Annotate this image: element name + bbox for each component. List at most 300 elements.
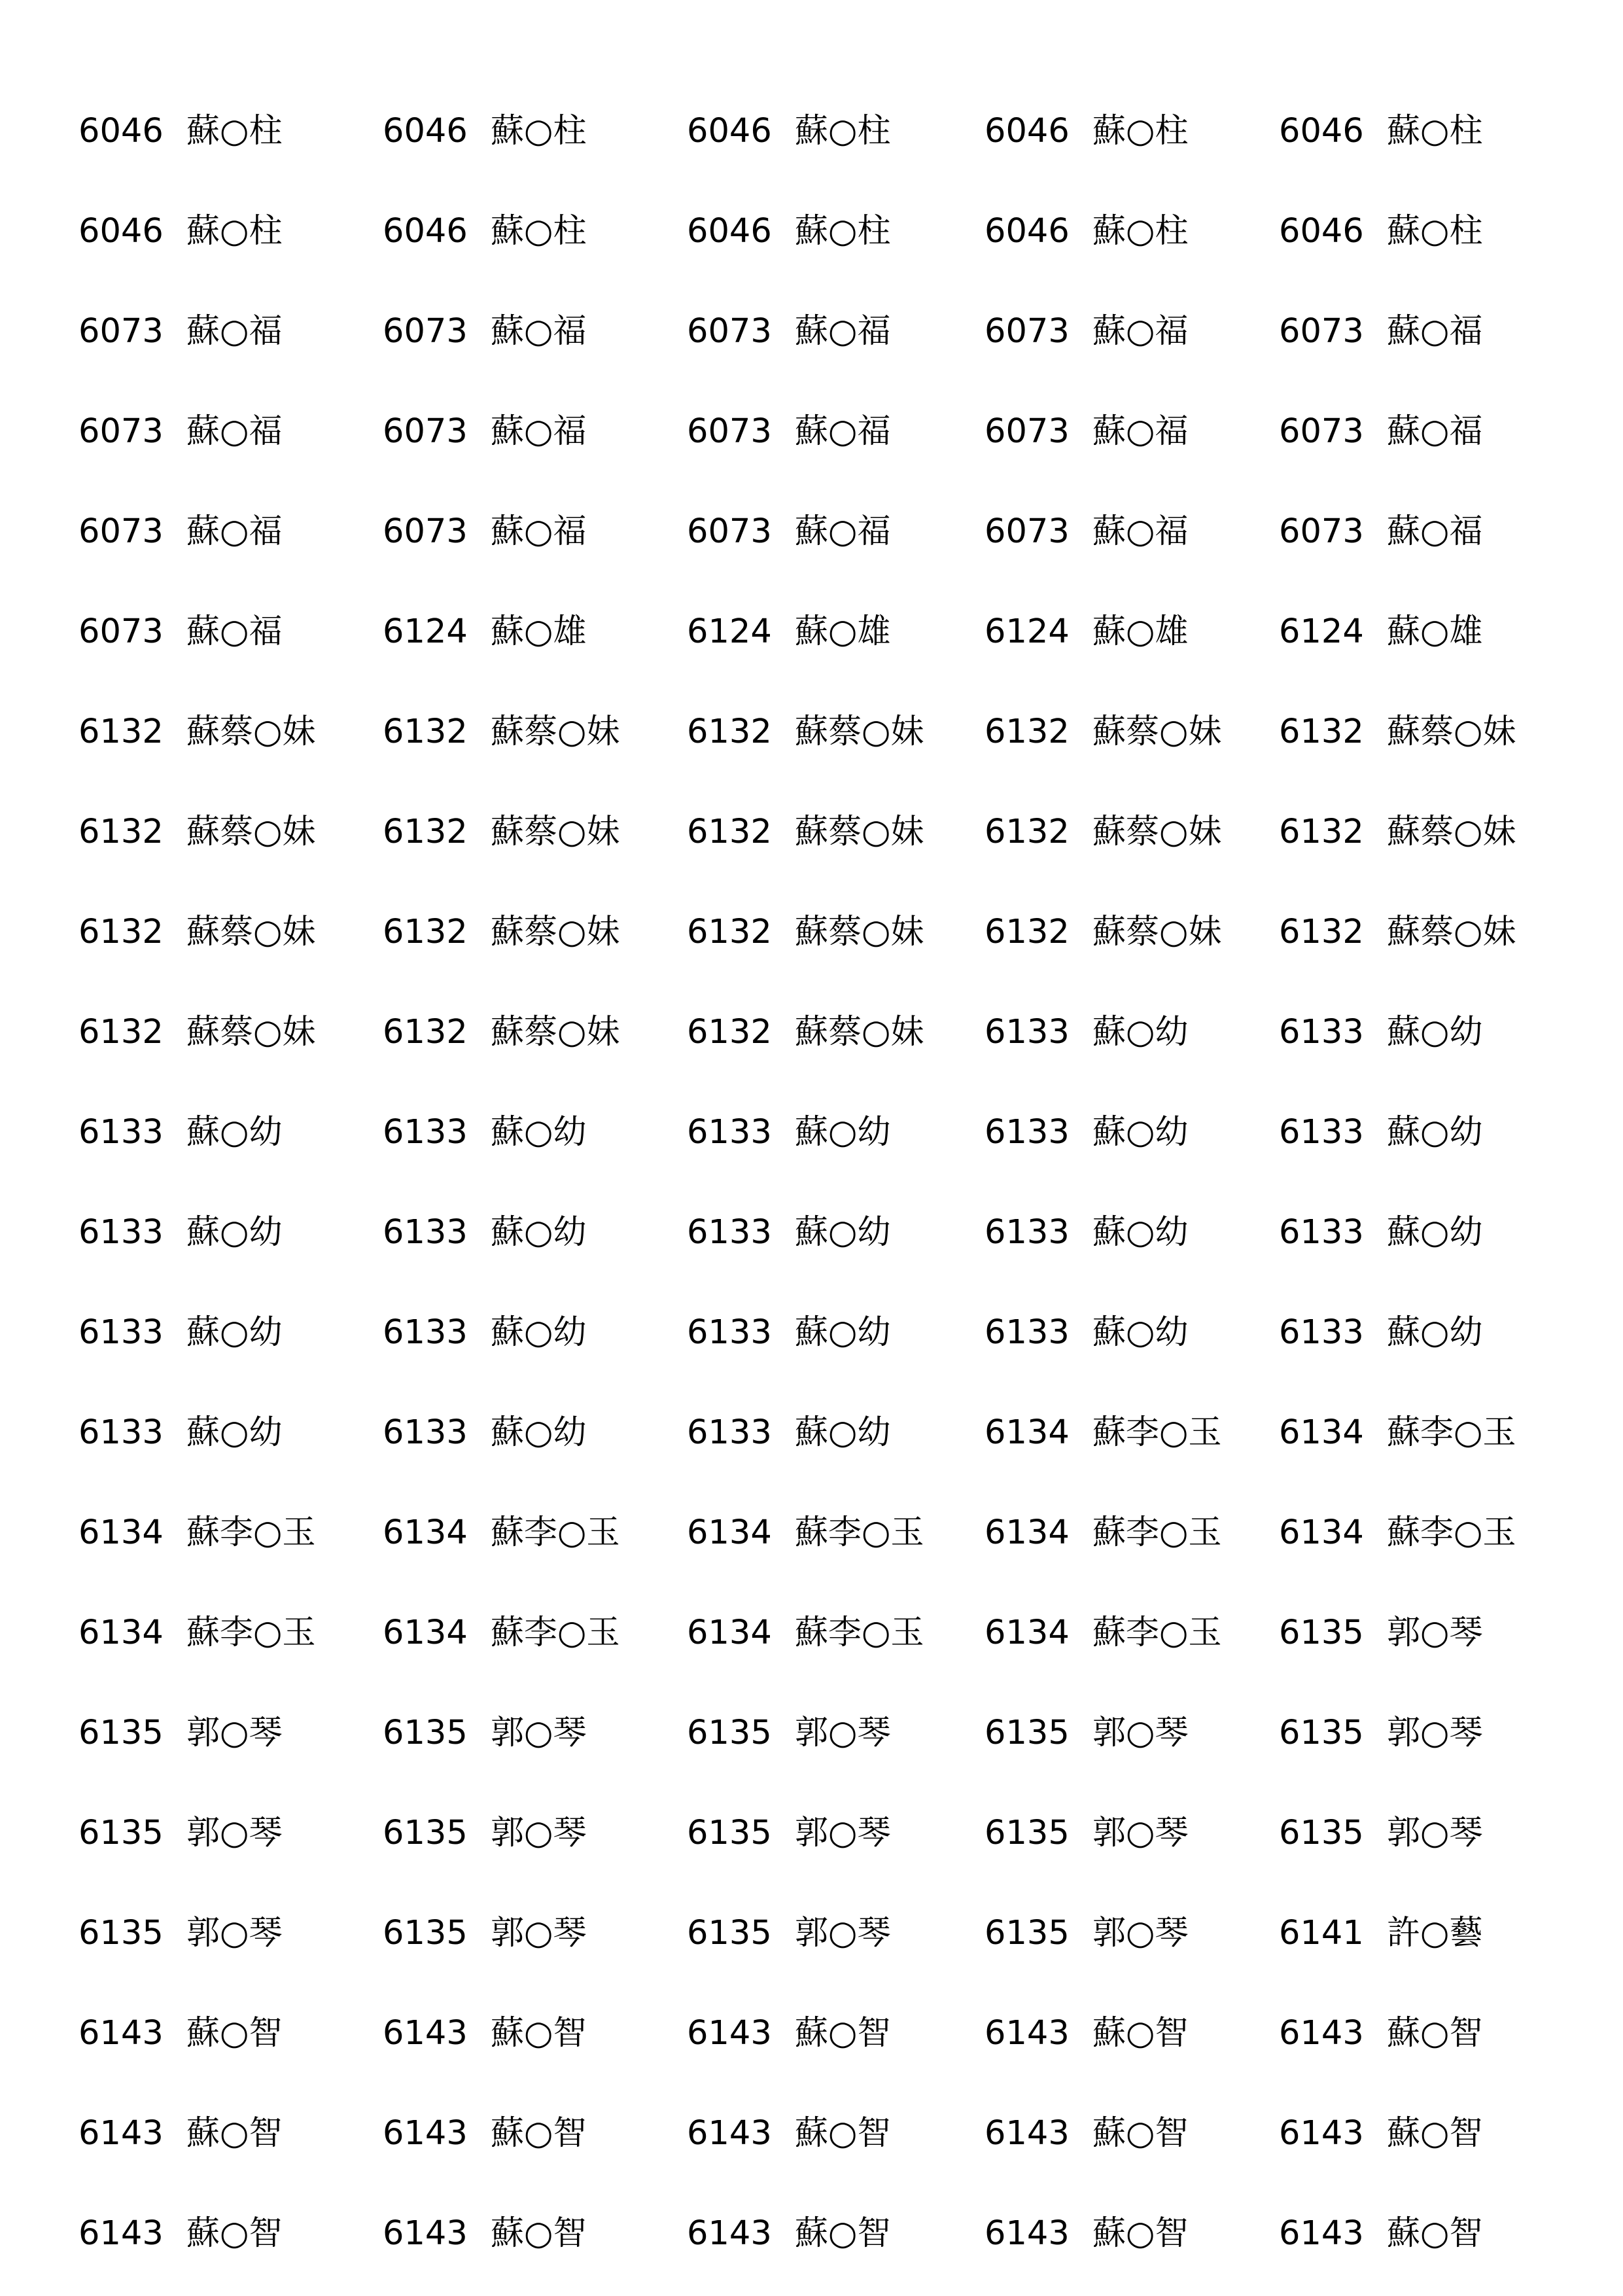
entry-name: 蘇○雄 (795, 612, 891, 651)
entry-name: 郭○琴 (795, 1813, 891, 1852)
entry-name: 蘇○智 (1387, 2214, 1483, 2253)
list-item (383, 2100, 587, 2166)
entry-name: 蘇○幼 (186, 1413, 283, 1452)
entry-code: 6143 (383, 2214, 468, 2253)
entry-name: 蘇○智 (491, 2214, 587, 2253)
list-item (383, 599, 587, 664)
entry-name: 蘇○智 (491, 2113, 587, 2153)
entry-name: 蘇○幼 (795, 1212, 891, 1252)
entry-code: 6135 (985, 1713, 1070, 1752)
entry-name: 蘇蔡○妹 (186, 912, 316, 951)
entry-name: 蘇李○玉 (1387, 1513, 1516, 1552)
entry-code: 6134 (79, 1513, 164, 1552)
list-item (1279, 1299, 1483, 1365)
entry-name: 蘇蔡○妹 (1387, 912, 1516, 951)
entry-name: 蘇○智 (1092, 2113, 1189, 2153)
entry-code: 6046 (1279, 111, 1364, 150)
list-item (1279, 1500, 1516, 1565)
entry-code: 6046 (687, 211, 772, 251)
entry-name: 蘇蔡○妹 (795, 812, 924, 851)
list-item (985, 799, 1222, 864)
list-item (687, 1600, 924, 1665)
entry-name: 蘇○幼 (491, 1313, 587, 1352)
entry-code: 6132 (687, 1012, 772, 1051)
entry-code: 6073 (79, 512, 164, 551)
entry-code: 6124 (1279, 612, 1364, 651)
entry-name: 蘇○柱 (491, 111, 587, 150)
list-item (383, 2200, 587, 2266)
entry-name: 郭○琴 (1092, 1713, 1189, 1752)
list-item (1279, 699, 1516, 764)
entry-name: 許○藝 (1387, 1913, 1483, 1952)
entry-code: 6132 (1279, 912, 1364, 951)
entry-code: 6046 (383, 211, 468, 251)
entry-code: 6073 (687, 311, 772, 351)
list-item (687, 2000, 891, 2066)
entry-name: 蘇○福 (1387, 412, 1483, 451)
list-item (687, 98, 891, 164)
entry-code: 6143 (687, 2113, 772, 2153)
entry-name: 蘇○福 (795, 412, 891, 451)
entry-code: 6073 (687, 412, 772, 451)
list-item (687, 1700, 891, 1765)
entry-code: 6132 (687, 712, 772, 751)
list-item (687, 999, 924, 1065)
entry-code: 6143 (1279, 2113, 1364, 2153)
entry-code: 6134 (383, 1613, 468, 1652)
table-row (0, 1299, 1623, 1365)
entry-code: 6133 (79, 1413, 164, 1452)
entry-code: 6132 (985, 912, 1070, 951)
entry-name: 蘇○智 (186, 2214, 283, 2253)
list-item (985, 899, 1222, 964)
entry-code: 6141 (1279, 1913, 1364, 1952)
entry-name: 郭○琴 (1387, 1813, 1483, 1852)
list-item (985, 1700, 1189, 1765)
entry-code: 6132 (383, 912, 468, 951)
entry-name: 蘇蔡○妹 (795, 712, 924, 751)
entry-name: 蘇○幼 (1092, 1012, 1189, 1051)
table-row (0, 499, 1623, 564)
list-item (985, 1900, 1189, 1966)
entry-code: 6143 (687, 2013, 772, 2053)
list-item (79, 799, 316, 864)
list-item (985, 999, 1189, 1065)
entry-code: 6132 (1279, 812, 1364, 851)
entry-code: 6133 (985, 1313, 1070, 1352)
entry-code: 6046 (79, 111, 164, 150)
entry-code: 6073 (79, 311, 164, 351)
list-item (1279, 298, 1483, 364)
entry-code: 6046 (383, 111, 468, 150)
entry-code: 6132 (383, 1012, 468, 1051)
entry-code: 6135 (985, 1913, 1070, 1952)
entry-name: 蘇○智 (186, 2013, 283, 2053)
entry-name: 郭○琴 (1092, 1813, 1189, 1852)
list-item (985, 499, 1189, 564)
table-row (0, 1500, 1623, 1565)
entry-code: 6133 (985, 1112, 1070, 1152)
list-item (687, 398, 891, 464)
list-item (1279, 2200, 1483, 2266)
entry-code: 6132 (687, 912, 772, 951)
list-item (79, 2200, 283, 2266)
entry-name: 蘇○福 (1092, 412, 1189, 451)
table-row (0, 2000, 1623, 2066)
entry-name: 蘇○智 (795, 2013, 891, 2053)
entry-code: 6143 (687, 2214, 772, 2253)
list-item (79, 1299, 283, 1365)
entry-name: 蘇○雄 (1387, 612, 1483, 651)
entry-name: 蘇○福 (795, 512, 891, 551)
entry-name: 蘇○福 (186, 512, 283, 551)
list-item (687, 799, 924, 864)
entry-code: 6133 (79, 1313, 164, 1352)
list-item (1279, 1199, 1483, 1265)
entry-name: 蘇蔡○妹 (1387, 712, 1516, 751)
list-item (687, 599, 891, 664)
list-item (985, 298, 1189, 364)
list-item (687, 1299, 891, 1365)
list-item (1279, 398, 1483, 464)
entry-code: 6143 (1279, 2214, 1364, 2253)
list-item (985, 398, 1189, 464)
table-row (0, 1800, 1623, 1865)
list-item (985, 1400, 1222, 1465)
entry-name: 蘇○柱 (795, 211, 891, 251)
list-item (687, 499, 891, 564)
entry-code: 6135 (985, 1813, 1070, 1852)
entry-code: 6134 (985, 1513, 1070, 1552)
entry-name: 蘇○柱 (491, 211, 587, 251)
entry-name: 蘇○柱 (1092, 111, 1189, 150)
entry-code: 6132 (985, 712, 1070, 751)
list-item (383, 1800, 587, 1865)
entry-name: 郭○琴 (491, 1713, 587, 1752)
list-item (687, 899, 924, 964)
entry-code: 6073 (79, 412, 164, 451)
entry-code: 6132 (383, 812, 468, 851)
entry-name: 蘇○幼 (795, 1413, 891, 1452)
entry-name: 蘇○幼 (186, 1313, 283, 1352)
entry-name: 蘇蔡○妹 (1092, 912, 1222, 951)
entry-code: 6124 (383, 612, 468, 651)
entry-code: 6132 (383, 712, 468, 751)
entry-name: 蘇○智 (1092, 2013, 1189, 2053)
entry-name: 蘇蔡○妹 (491, 712, 620, 751)
table-row (0, 2200, 1623, 2266)
list-item (687, 298, 891, 364)
list-item (79, 2000, 283, 2066)
entry-code: 6135 (687, 1913, 772, 1952)
entry-code: 6143 (383, 2113, 468, 2153)
entry-code: 6133 (1279, 1012, 1364, 1051)
entry-code: 6073 (985, 412, 1070, 451)
entry-name: 蘇蔡○妹 (491, 812, 620, 851)
entry-code: 6073 (383, 512, 468, 551)
list-item (79, 1199, 283, 1265)
entry-name: 郭○琴 (491, 1813, 587, 1852)
list-item (687, 1400, 891, 1465)
entry-code: 6133 (985, 1212, 1070, 1252)
entry-code: 6133 (687, 1112, 772, 1152)
entry-code: 6135 (79, 1913, 164, 1952)
list-item (79, 1600, 316, 1665)
entry-code: 6134 (985, 1613, 1070, 1652)
entry-code: 6133 (985, 1012, 1070, 1051)
entry-name: 郭○琴 (795, 1713, 891, 1752)
table-row (0, 699, 1623, 764)
entry-name: 蘇○幼 (1092, 1112, 1189, 1152)
entry-code: 6143 (985, 2013, 1070, 2053)
list-item (985, 98, 1189, 164)
table-row (0, 2100, 1623, 2166)
list-item (1279, 2000, 1483, 2066)
list-item (985, 1600, 1222, 1665)
list-item (985, 699, 1222, 764)
entry-name: 蘇○幼 (795, 1313, 891, 1352)
entry-code: 6135 (79, 1713, 164, 1752)
entry-code: 6132 (1279, 712, 1364, 751)
entry-name: 蘇蔡○妹 (1387, 812, 1516, 851)
entry-name: 郭○琴 (186, 1913, 283, 1952)
entry-name: 蘇○智 (1092, 2214, 1189, 2253)
entry-code: 6133 (687, 1212, 772, 1252)
table-row (0, 1099, 1623, 1165)
entry-code: 6143 (985, 2214, 1070, 2253)
entry-code: 6073 (383, 311, 468, 351)
entry-name: 蘇蔡○妹 (1092, 812, 1222, 851)
list-item (985, 1500, 1222, 1565)
entry-name: 郭○琴 (186, 1813, 283, 1852)
list-item (383, 999, 620, 1065)
table-row (0, 1400, 1623, 1465)
entry-code: 6135 (1279, 1813, 1364, 1852)
entry-code: 6132 (79, 1012, 164, 1051)
list-item (383, 1199, 587, 1265)
list-item (985, 198, 1189, 264)
list-item (1279, 599, 1483, 664)
entry-name: 蘇李○玉 (491, 1513, 620, 1552)
list-item (1279, 2100, 1483, 2166)
entry-code: 6133 (383, 1413, 468, 1452)
list-item (79, 899, 316, 964)
list-item (687, 2200, 891, 2266)
list-item (383, 1700, 587, 1765)
list-item (383, 1099, 587, 1165)
entry-name: 蘇李○玉 (795, 1613, 924, 1652)
entry-code: 6135 (1279, 1613, 1364, 1652)
table-row (0, 398, 1623, 464)
entry-code: 6132 (687, 812, 772, 851)
entry-name: 蘇○幼 (491, 1413, 587, 1452)
entry-code: 6135 (383, 1813, 468, 1852)
entry-code: 6124 (985, 612, 1070, 651)
entry-code: 6133 (79, 1112, 164, 1152)
list-item (1279, 899, 1516, 964)
entry-name: 蘇○智 (795, 2214, 891, 2253)
entry-code: 6133 (383, 1313, 468, 1352)
list-item (1279, 198, 1483, 264)
entry-code: 6135 (79, 1813, 164, 1852)
entry-code: 6073 (1279, 512, 1364, 551)
entry-name: 蘇李○玉 (795, 1513, 924, 1552)
entry-name: 蘇蔡○妹 (795, 912, 924, 951)
entry-code: 6143 (1279, 2013, 1364, 2053)
entry-code: 6073 (79, 612, 164, 651)
list-item (383, 799, 620, 864)
table-row (0, 1900, 1623, 1966)
entry-name: 郭○琴 (186, 1713, 283, 1752)
list-item (79, 699, 316, 764)
entry-name: 蘇李○玉 (1092, 1613, 1222, 1652)
entry-name: 蘇○幼 (1387, 1313, 1483, 1352)
entry-name: 蘇○福 (491, 311, 587, 351)
entry-code: 6133 (687, 1313, 772, 1352)
list-item (383, 1299, 587, 1365)
entry-name: 蘇○幼 (491, 1112, 587, 1152)
list-item (79, 198, 283, 264)
list-item (1279, 1400, 1516, 1465)
list-item (1279, 1600, 1483, 1665)
entry-name: 蘇○雄 (1092, 612, 1189, 651)
list-item (985, 2100, 1189, 2166)
entry-code: 6135 (383, 1713, 468, 1752)
list-item (79, 1700, 283, 1765)
entry-code: 6073 (985, 512, 1070, 551)
entry-code: 6133 (687, 1413, 772, 1452)
list-item (383, 899, 620, 964)
list-item (985, 1099, 1189, 1165)
entry-code: 6134 (687, 1613, 772, 1652)
entry-name: 蘇○幼 (1092, 1212, 1189, 1252)
entry-name: 蘇○幼 (1387, 1012, 1483, 1051)
list-item (687, 198, 891, 264)
list-item (383, 1900, 587, 1966)
entry-code: 6133 (1279, 1112, 1364, 1152)
list-item (687, 1900, 891, 1966)
entry-name: 蘇○柱 (1387, 211, 1483, 251)
entry-code: 6135 (687, 1713, 772, 1752)
entry-code: 6073 (687, 512, 772, 551)
table-row (0, 799, 1623, 864)
entry-name: 郭○琴 (1387, 1713, 1483, 1752)
entry-code: 6133 (1279, 1313, 1364, 1352)
entry-name: 蘇○福 (491, 512, 587, 551)
entry-name: 蘇○幼 (1092, 1313, 1189, 1352)
entry-name: 蘇○柱 (1092, 211, 1189, 251)
list-item (1279, 1900, 1483, 1966)
table-row (0, 1600, 1623, 1665)
entry-code: 6134 (383, 1513, 468, 1552)
list-item (1279, 1099, 1483, 1165)
entry-code: 6134 (687, 1513, 772, 1552)
list-item (1279, 1700, 1483, 1765)
list-item (985, 599, 1189, 664)
entry-code: 6143 (985, 2113, 1070, 2153)
entry-code: 6135 (687, 1813, 772, 1852)
list-item (79, 1400, 283, 1465)
list-item (79, 2100, 283, 2166)
table-row (0, 98, 1623, 164)
entry-name: 蘇蔡○妹 (186, 712, 316, 751)
entry-code: 6143 (383, 2013, 468, 2053)
table-row (0, 599, 1623, 664)
entry-name: 蘇蔡○妹 (491, 1012, 620, 1051)
entry-code: 6073 (985, 311, 1070, 351)
list-item (687, 1800, 891, 1865)
entry-name: 蘇○智 (491, 2013, 587, 2053)
list-item (687, 1199, 891, 1265)
list-item (985, 2200, 1189, 2266)
entry-name: 蘇○福 (186, 311, 283, 351)
entry-code: 6143 (79, 2113, 164, 2153)
entry-name: 蘇○幼 (491, 1212, 587, 1252)
list-item (985, 1299, 1189, 1365)
entry-name: 蘇○幼 (186, 1112, 283, 1152)
entry-code: 6134 (1279, 1513, 1364, 1552)
list-item (985, 1800, 1189, 1865)
list-item (79, 298, 283, 364)
entry-name: 蘇○福 (186, 412, 283, 451)
entry-name: 蘇○柱 (186, 211, 283, 251)
entry-name: 蘇○智 (795, 2113, 891, 2153)
table-row (0, 298, 1623, 364)
list-item (687, 2100, 891, 2166)
entry-name: 蘇李○玉 (1092, 1513, 1222, 1552)
list-item (383, 98, 587, 164)
list-item (79, 599, 283, 664)
entry-name: 蘇○幼 (795, 1112, 891, 1152)
entry-name: 蘇李○玉 (491, 1613, 620, 1652)
entry-name: 蘇○智 (1387, 2113, 1483, 2153)
entry-code: 6134 (1279, 1413, 1364, 1452)
list-item (79, 1099, 283, 1165)
entry-code: 6133 (383, 1212, 468, 1252)
list-item (383, 198, 587, 264)
entry-name: 郭○琴 (1387, 1613, 1483, 1652)
entry-code: 6073 (383, 412, 468, 451)
entry-code: 6135 (1279, 1713, 1364, 1752)
entry-name: 郭○琴 (491, 1913, 587, 1952)
entry-code: 6132 (79, 712, 164, 751)
entry-code: 6133 (79, 1212, 164, 1252)
list-item (383, 499, 587, 564)
entry-code: 6073 (1279, 412, 1364, 451)
entry-name: 蘇○智 (186, 2113, 283, 2153)
entry-code: 6124 (687, 612, 772, 651)
entry-name: 蘇○幼 (186, 1212, 283, 1252)
entry-code: 6046 (985, 111, 1070, 150)
entry-name: 蘇○福 (1387, 311, 1483, 351)
entry-code: 6135 (383, 1913, 468, 1952)
list-item (383, 298, 587, 364)
entry-name: 蘇李○玉 (1387, 1413, 1516, 1452)
entry-name: 蘇○柱 (186, 111, 283, 150)
entry-name: 蘇○智 (1387, 2013, 1483, 2053)
list-item (1279, 1800, 1483, 1865)
entry-name: 蘇蔡○妹 (186, 1012, 316, 1051)
entry-name: 蘇○柱 (1387, 111, 1483, 150)
entry-name: 蘇○柱 (795, 111, 891, 150)
list-item (383, 2000, 587, 2066)
entry-name: 蘇○福 (795, 311, 891, 351)
list-item (79, 398, 283, 464)
entry-code: 6134 (985, 1413, 1070, 1452)
entry-name: 蘇○福 (1387, 512, 1483, 551)
entry-name: 蘇○幼 (1387, 1212, 1483, 1252)
entry-name: 蘇李○玉 (1092, 1413, 1222, 1452)
